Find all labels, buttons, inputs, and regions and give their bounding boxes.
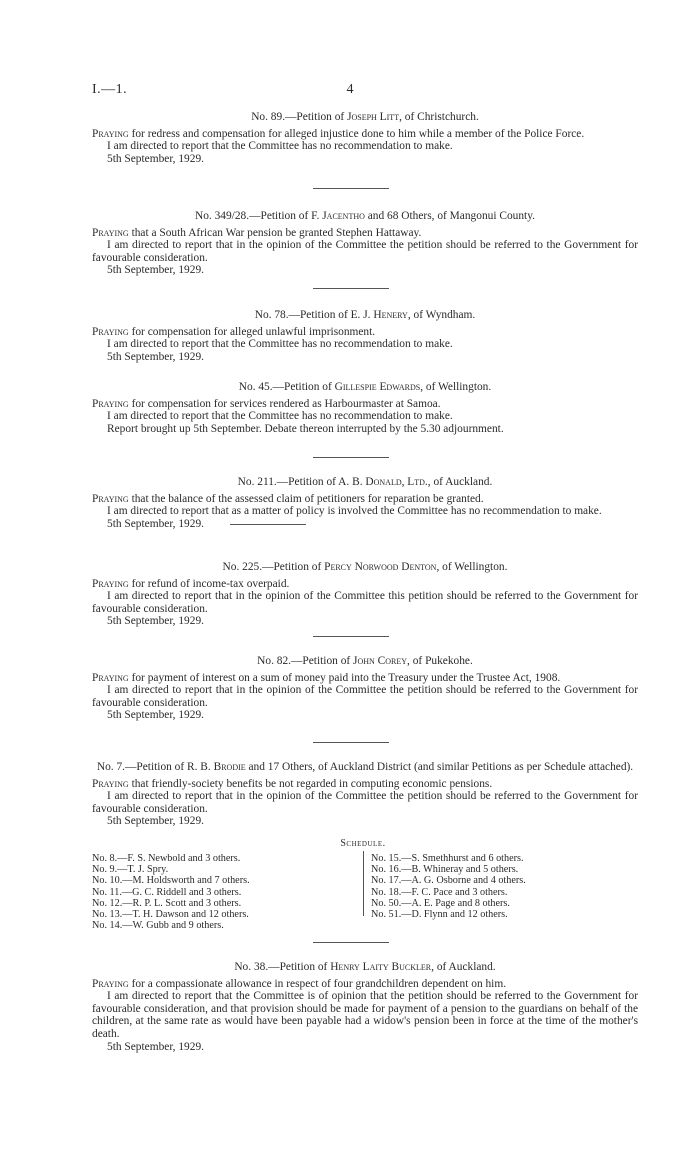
title-suffix: , of Auckland.	[431, 961, 496, 973]
petitioner-name: Henry Laity Buckler	[330, 961, 432, 973]
report-date: 5th September, 1929.	[107, 815, 204, 828]
praying-text: that the balance of the assessed claim of petitioners for reparation be granted.	[128, 492, 484, 505]
praying-paragraph	[92, 227, 638, 240]
petition-entry	[92, 761, 638, 828]
praying-text: for redress and compensation for alleged injustice done to him while a member of the Police Force.	[128, 127, 585, 140]
petition-entry	[92, 309, 638, 363]
praying-text: for payment of interest on a sum of money paid into the Treasury under the Trustee Act, 1908.	[128, 671, 561, 684]
section-divider	[313, 457, 389, 458]
praying-paragraph	[92, 128, 638, 141]
report-date: 5th September, 1929.	[107, 1040, 204, 1053]
schedule-item: No. 13.—T. H. Dawson and 12 others.	[92, 909, 249, 921]
schedule-divider	[363, 851, 364, 916]
praying-text: for refund of income-tax overpaid.	[128, 577, 290, 590]
report-date: 5th September, 1929.	[107, 350, 204, 363]
schedule-item: No. 12.—R. P. L. Scott and 3 others.	[92, 897, 242, 909]
praying-lead: Praying	[92, 671, 129, 684]
praying-paragraph	[92, 578, 638, 591]
praying-paragraph	[92, 778, 638, 791]
praying-text: that friendly-society benefits be not regarded in computing economic pensions.	[128, 777, 493, 790]
praying-lead: Praying	[92, 777, 129, 790]
petitioner-name: Donald, Ltd.	[365, 476, 428, 488]
section-divider	[313, 188, 389, 189]
petition-title	[92, 655, 638, 668]
praying-paragraph	[92, 326, 638, 339]
section-divider	[313, 636, 389, 637]
title-suffix: , of Wellington.	[436, 561, 508, 573]
schedule-item: No. 10.—M. Holdsworth and 7 others.	[92, 875, 250, 887]
schedule-item: No. 16.—B. Whineray and 5 others.	[371, 864, 519, 876]
title-suffix: , of Christchurch.	[399, 111, 479, 123]
praying-paragraph	[92, 672, 638, 685]
report-paragraph: I am directed to report that in the opinion of the Committee the petition should be referred to the Government for favourable consideration.	[92, 239, 638, 264]
schedule-item: No. 18.—F. C. Pace and 3 others.	[371, 886, 508, 898]
schedule-item: No. 51.—D. Flynn and 12 others.	[371, 909, 508, 921]
praying-text: for a compassionate allowance in respect of four grandchildren dependent on him.	[128, 977, 507, 990]
petitioner-name: John Corey	[353, 655, 408, 667]
report-date: 5th September, 1929.	[107, 615, 204, 628]
petitioner-name: Joseph Litt	[347, 111, 400, 123]
petition-entry	[92, 111, 638, 165]
petition-title	[92, 761, 638, 774]
title-prefix: No. 82.—Petition of	[257, 655, 354, 667]
petition-title	[92, 476, 638, 489]
schedule-item: No. 15.—S. Smethhurst and 6 others.	[371, 853, 524, 864]
petition-entry	[92, 655, 638, 722]
report-date: 5th September, 1929.	[107, 709, 204, 722]
title-prefix: No. 349/28.—Petition of F.	[194, 210, 323, 222]
praying-paragraph	[92, 493, 638, 506]
petition-title	[92, 961, 638, 974]
section-divider	[313, 742, 389, 743]
petition-title	[92, 381, 638, 394]
petition-entry	[92, 381, 638, 435]
title-suffix: , of Wyndham.	[407, 309, 476, 321]
report-date-line	[92, 518, 638, 531]
report-paragraph: I am directed to report that the Committee has no recommendation to make.	[107, 140, 453, 153]
schedule-item: No. 11.—G. C. Riddell and 3 others.	[92, 886, 242, 898]
schedule-left-column	[92, 853, 250, 931]
title-prefix: No. 38.—Petition of	[234, 961, 331, 973]
report-paragraph: I am directed to report that the Committee has no recommendation to make.	[107, 338, 453, 351]
petition-entry	[92, 961, 638, 1053]
title-suffix: , of Pukekohe.	[407, 655, 473, 667]
schedule-item: No. 8.—F. S. Newbold and 3 others.	[92, 853, 241, 864]
petition-title	[92, 111, 638, 124]
praying-lead: Praying	[92, 577, 129, 590]
title-prefix: No. 89.—Petition of	[251, 111, 348, 123]
praying-text: for compensation for services rendered as Harbourmaster at Samoa.	[128, 397, 441, 410]
petition-entry	[92, 561, 638, 628]
report-paragraph: I am directed to report that in the opinion of the Committee the petition should be referred to the Government for favourable consideration.	[92, 684, 638, 709]
page-number: 4	[346, 82, 354, 97]
praying-paragraph	[92, 978, 638, 991]
praying-text: for compensation for alleged unlawful imprisonment.	[128, 325, 376, 338]
title-prefix: No. 45.—Petition of	[238, 381, 335, 393]
schedule-item: No. 50.—A. E. Page and 8 others.	[371, 897, 510, 909]
petitioner-name: Henery	[373, 309, 408, 321]
title-suffix: , of Wellington.	[420, 381, 492, 393]
petition-title	[92, 210, 638, 223]
section-divider	[230, 524, 306, 525]
praying-text: that a South African War pension be granted Stephen Hattaway.	[128, 226, 422, 239]
praying-lead: Praying	[92, 397, 129, 410]
praying-lead: Praying	[92, 127, 129, 140]
title-prefix: No. 7.—Petition of R. B.	[96, 761, 214, 773]
schedule-item: No. 17.—A. G. Osborne and 4 others.	[371, 875, 526, 887]
praying-paragraph	[92, 398, 638, 411]
title-prefix: No. 211.—Petition of A. B.	[237, 476, 366, 488]
petitioner-name: Percy Norwood Denton	[324, 561, 437, 573]
petition-entry	[92, 476, 638, 530]
section-divider	[313, 288, 389, 289]
petition-title	[92, 561, 638, 574]
report-date: 5th September, 1929.	[107, 517, 204, 530]
report-paragraph: I am directed to report that the Committee has no recommendation to make.	[107, 410, 453, 423]
praying-lead: Praying	[92, 226, 129, 239]
report-paragraph: I am directed to report that the Committee is of opinion that the petition should be referred to the Government for favourable consideration, and that provision should be made for payment of a pension to the guardians on behalf of the children, at the same rate as would have been payable had a widow's pension been in force at the time of the mother's death.	[92, 990, 638, 1040]
petition-entry	[92, 210, 638, 277]
report-paragraph: I am directed to report that in the opinion of the Committee the petition should be referred to the Government for favourable consideration.	[92, 790, 638, 815]
praying-lead: Praying	[92, 492, 129, 505]
report-paragraph: I am directed to report that as a matter of policy is involved the Committee has no recommendation to make.	[107, 505, 602, 518]
schedule-heading: Schedule.	[340, 838, 386, 849]
petition-title	[92, 309, 638, 322]
petitioner-name: Jacentho	[322, 210, 365, 222]
schedule-item: No. 14.—W. Gubb and 9 others.	[92, 920, 224, 932]
title-suffix: and 17 Others, of Auckland District (and similar Petitions as per Schedule attached).	[245, 761, 634, 773]
section-reference: I.—1.	[92, 82, 128, 97]
title-suffix: , of Auckland.	[427, 476, 493, 488]
title-suffix: and 68 Others, of Mangonui County.	[364, 210, 535, 222]
report-note: Report brought up 5th September. Debate thereon interrupted by the 5.30 adjournment.	[107, 422, 504, 435]
schedule-right-column	[371, 853, 526, 920]
petitioner-name: Brodie	[213, 761, 246, 773]
praying-lead: Praying	[92, 325, 129, 338]
report-paragraph: I am directed to report that in the opinion of the Committee this petition should be referred to the Government for favourable consideration.	[92, 590, 638, 615]
praying-lead: Praying	[92, 977, 129, 990]
title-prefix: No. 78.—Petition of E. J.	[254, 309, 374, 321]
title-prefix: No. 225.—Petition of	[222, 561, 325, 573]
section-divider	[313, 942, 389, 943]
report-date: 5th September, 1929.	[107, 264, 204, 277]
petitioner-name: Gillespie Edwards	[334, 381, 421, 393]
report-date: 5th September, 1929.	[107, 152, 204, 165]
schedule-item: No. 9.—T. J. Spry.	[92, 864, 169, 876]
